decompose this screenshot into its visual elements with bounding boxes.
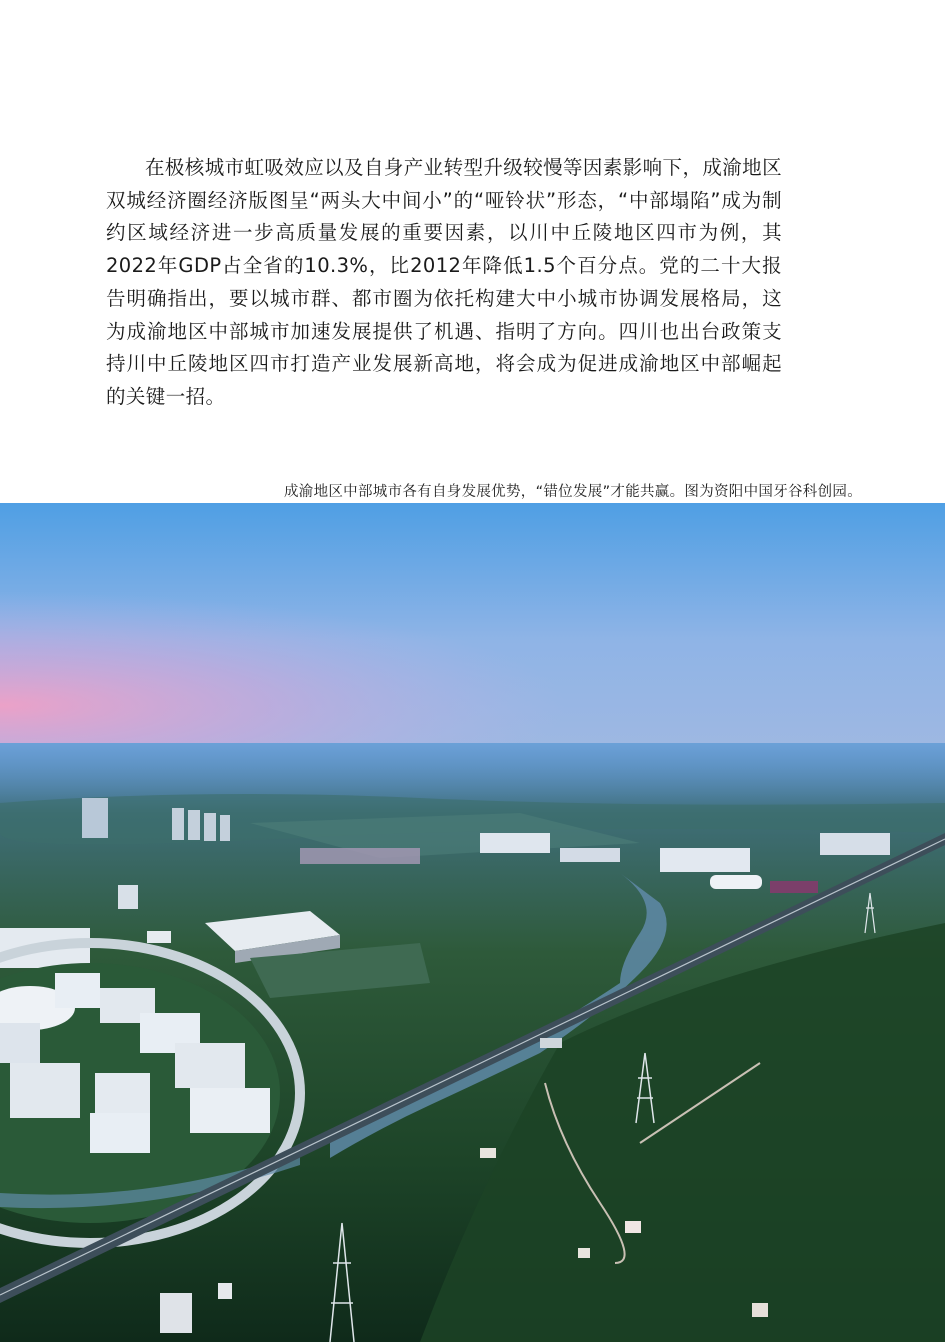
article-paragraph: 在极核城市虹吸效应以及自身产业转型升级较慢等因素影响下，成渝地区双城经济圈经济版图呈“两头大中间小”的“哑铃状”形态，“中部塌陷”成为制约区域经济进一步高质量发展的重要因素，以川中丘陵地区四市为例，其2022年GDP占全省的10.3%，比2012年降低1.5个百分点。党的二十大报告明确指出，要以城市群、都市圈为依托构建大中小城市协调发展格局，这为成渝地区中部城市加速发展提供了机遇、指明了方向。四川也出台政策支持川中丘陵地区四市打造产业发展新高地，将会成为促进成渝地区中部崛起的关键一招。: [106, 156, 782, 408]
campus-building: [10, 1063, 80, 1118]
farmhouse: [578, 1248, 590, 1258]
aerial-photo-illustration: [0, 503, 945, 1342]
farmhouse: [625, 1221, 641, 1233]
campus-building: [190, 1088, 270, 1133]
sports-field: [770, 881, 818, 893]
photo-caption: 成渝地区中部城市各有自身发展优势，“错位发展”才能共赢。图为资阳中国牙谷科创园。: [283, 484, 862, 500]
building-cluster: [820, 833, 890, 855]
farmhouse: [218, 1283, 232, 1299]
campus-building: [55, 973, 100, 1008]
tower: [188, 810, 200, 840]
building-cluster: [660, 848, 750, 872]
plaza: [300, 848, 420, 864]
campus-building: [90, 1113, 150, 1153]
farmhouse: [752, 1303, 768, 1317]
building: [147, 931, 171, 943]
billboard: [540, 1038, 562, 1048]
tower: [220, 815, 230, 841]
campus-building: [175, 1043, 245, 1088]
tower: [82, 798, 108, 838]
farmhouse: [480, 1148, 496, 1158]
building: [560, 848, 620, 862]
exhibition-hall: [480, 833, 550, 853]
sunset-glow: [0, 563, 945, 753]
tower: [204, 813, 216, 841]
farmhouse: [160, 1293, 192, 1333]
article-body: [106, 152, 782, 414]
stadium: [710, 875, 762, 889]
tower: [172, 808, 184, 840]
building: [118, 885, 138, 909]
campus-building: [0, 1023, 40, 1063]
campus-building: [95, 1073, 150, 1113]
aerial-photo: [0, 503, 945, 1342]
